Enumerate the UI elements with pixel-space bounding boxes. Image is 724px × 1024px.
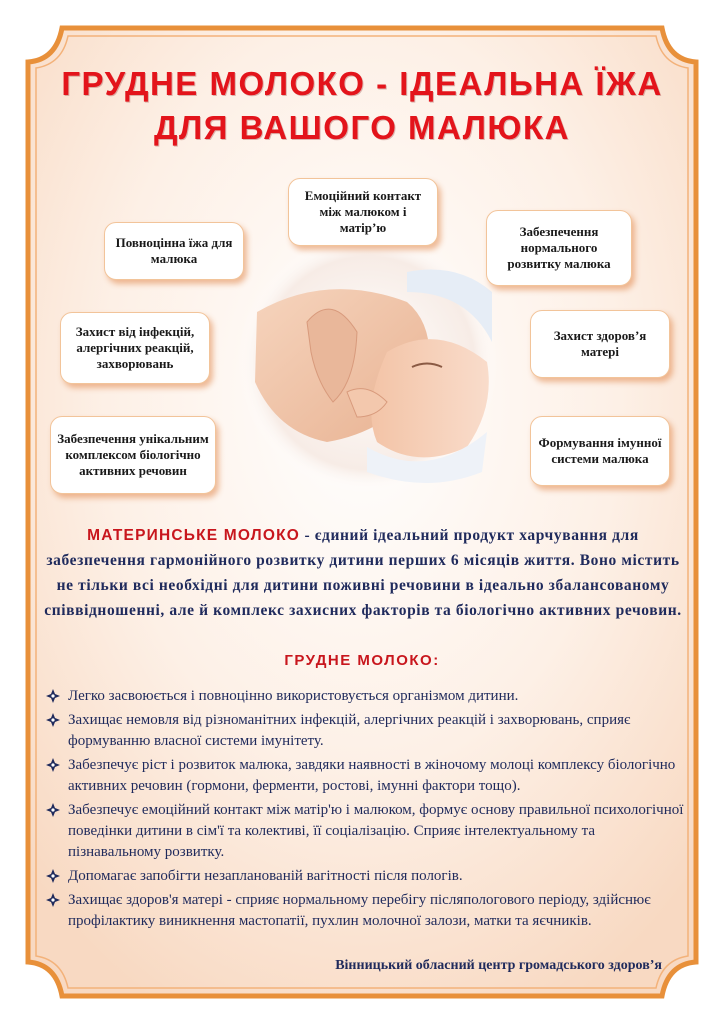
- diamond-bullet-icon: [46, 689, 60, 703]
- page-title: [40, 62, 684, 150]
- bubble-immune-system: Формування імунної системи малюка: [530, 416, 670, 486]
- list-item-text: Забезпечує ріст і розвиток малюка, завдяки наявності в жіночому молоці комплексу біологічно активних речовин (гормони, ферменти, ростові, імунні фактори тощо).: [68, 757, 676, 794]
- diamond-bullet-icon: [46, 869, 60, 883]
- bubble-normal-development: Забезпечення нормального розвитку малюка: [486, 210, 632, 286]
- bubble-bioactive-complex: Забезпечення унікальним комплексом біологічно активних речовин: [50, 416, 216, 494]
- diamond-bullet-icon: [46, 893, 60, 907]
- intro-lead: МАТЕРИНСЬКЕ МОЛОКО: [87, 527, 301, 544]
- title-line-2: ДЛЯ ВАШОГО МАЛЮКА: [154, 109, 570, 146]
- list-item-text: Захищає немовля від різноманітних інфекцій, алергічних реакцій і захворювань, сприяє формуванню власної системи імунітету.: [68, 712, 631, 749]
- list-item: [46, 800, 686, 863]
- intro-paragraph: [38, 523, 688, 623]
- diamond-bullet-icon: [46, 758, 60, 772]
- list-item-text: Допомагає запобігти незапланованій вагітності після пологів.: [68, 868, 463, 884]
- bubble-emotional-contact: Емоційний контакт між малюком і матір’ю: [288, 178, 438, 246]
- benefits-list: [46, 686, 686, 935]
- list-item: [46, 890, 686, 932]
- list-item: [46, 710, 686, 752]
- bubble-infection-protection: Захист від інфекцій, алергічних реакцій, захворювань: [60, 312, 210, 384]
- list-item-text: Захищає здоров'я матері - сприяє нормальному перебігу післяпологового періоду, здійснює профілактику виникнення мастопатії, пухлин молочної залози, матки та яєчників.: [68, 892, 651, 929]
- list-item: [46, 686, 686, 707]
- breastfeeding-illustration: [237, 232, 499, 494]
- intro-text: - єдиний ідеальний продукт харчування для забезпечення гармонійного розвитку дитини перших 6 місяців життя. Воно містить не тільки всі необхідні для дитини поживні речовини в ідеально збалансованому співвідношенні, але й комплекс захисних факторів та біологічно активних речовин.: [44, 527, 682, 619]
- bubble-complete-food: Повноцінна їжа для малюка: [104, 222, 244, 280]
- title-line-1: ГРУДНЕ МОЛОКО - ІДЕАЛЬНА ЇЖА: [61, 65, 663, 102]
- list-item-text: Легко засвоюється і повноцінно використовується організмом дитини.: [68, 688, 519, 704]
- diamond-bullet-icon: [46, 713, 60, 727]
- diamond-bullet-icon: [46, 803, 60, 817]
- footer-organization: Вінницький обласний центр громадського здоров’я: [335, 958, 662, 973]
- bubble-mother-health: Захист здоров’я матері: [530, 310, 670, 378]
- list-item: [46, 755, 686, 797]
- list-item-text: Забезпечує емоційний контакт між матір'ю і малюком, формує основу правильної психологічної поведінки дитини в сім'ї та колективі, її соціалізацію. Сприяє інтелектуальному та пізнавальному розвитку.: [68, 802, 684, 860]
- section-heading: ГРУДНЕ МОЛОКО:: [284, 652, 440, 669]
- list-item: [46, 866, 686, 887]
